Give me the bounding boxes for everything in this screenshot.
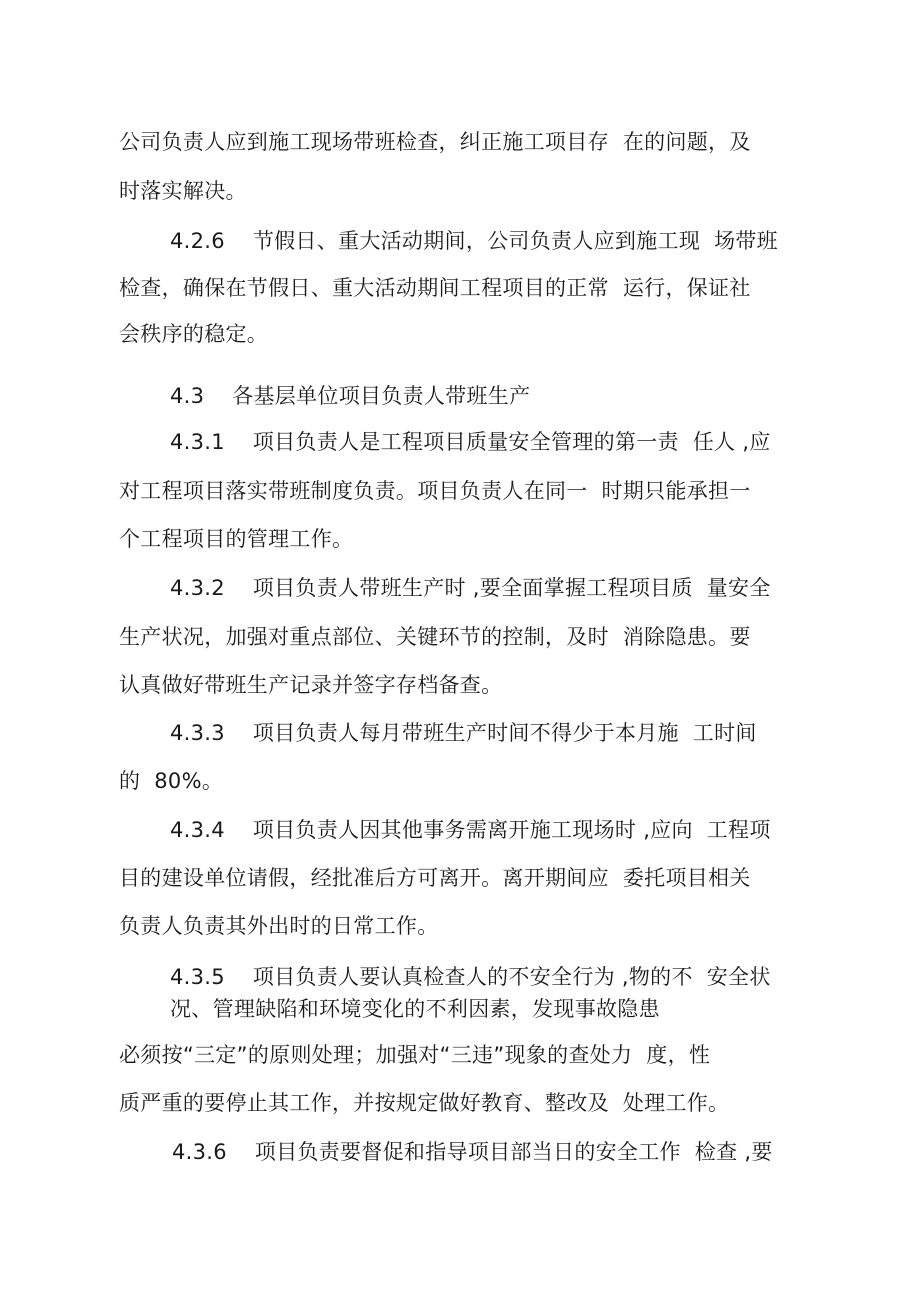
section-4-2-6-line: 4.2.6 节假日、重大活动期间，公司负责人应到施工现 场带班 bbox=[170, 229, 778, 253]
section-heading-4-3: 4.3 各基层单位项目负责人带班生产 bbox=[170, 384, 531, 408]
text-line: 必须按“三定”的原则处理；加强对“三违”现象的查处力 度，性 bbox=[119, 1043, 711, 1067]
text-line: 负责人负责其外出时的日常工作。 bbox=[119, 914, 439, 938]
text-line: 的 80%。 bbox=[119, 769, 224, 793]
text-line: 目的建设单位请假，经批准后方可离开。离开期间应 委托项目相关 bbox=[119, 866, 751, 890]
text-line: 公司负责人应到施工现场带班检查，纠正施工项目存 在的问题，及 bbox=[119, 130, 751, 154]
section-4-3-6-line: 4.3.6 项目负责要督促和指导项目部当日的安全工作 检查 ,要 bbox=[172, 1140, 773, 1164]
text-line: 时落实解决。 bbox=[119, 179, 247, 203]
text-line: 生产状况，加强对重点部位、关键环节的控制，及时 消除隐患。要 bbox=[119, 625, 751, 649]
text-line: 会秩序的稳定。 bbox=[119, 322, 269, 346]
text-line: 个工程项目的管理工作。 bbox=[119, 527, 354, 551]
section-4-3-4-line: 4.3.4 项目负责人因其他事务需离开施工现场时 ,应向 工程项 bbox=[170, 818, 771, 842]
text-line: 况、管理缺陷和环境变化的不利因素，发现事故隐患 bbox=[170, 997, 660, 1021]
text-line: 认真做好带班生产记录并签字存档备查。 bbox=[119, 673, 503, 697]
text-line: 质严重的要停止其工作，并按规定做好教育、整改及 处理工作。 bbox=[119, 1091, 730, 1115]
section-4-3-5-line: 4.3.5 项目负责人要认真检查人的不安全行为 ,物的不 安全状 bbox=[170, 965, 771, 989]
section-4-3-1-line: 4.3.1 项目负责人是工程项目质量安全管理的第一责 任人 ,应 bbox=[170, 430, 771, 454]
section-4-3-2-line: 4.3.2 项目负责人带班生产时 ,要全面掌握工程项目质 量安全 bbox=[170, 576, 771, 600]
text-line: 检查，确保在节假日、重大活动期间工程项目的正常 运行，保证社 bbox=[119, 276, 751, 300]
text-line: 对工程项目落实带班制度负责。项目负责人在同一 时期只能承担一 bbox=[119, 479, 751, 503]
section-4-3-3-line: 4.3.3 项目负责人每月带班生产时间不得少于本月施 工时间 bbox=[170, 721, 757, 745]
